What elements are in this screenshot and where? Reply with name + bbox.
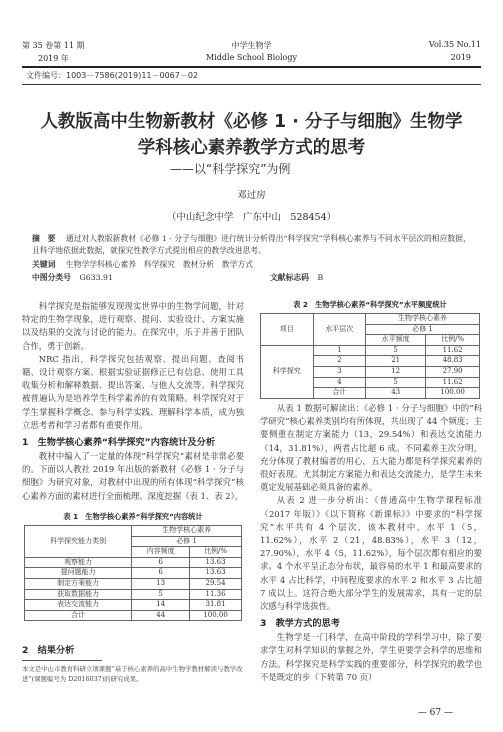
left-para-1: 科学探究是指能够发现现实世界中的生物学问题，针对特定的生物学现象，进行观察、提问、实验设计、方案实施以及结果的交流与讨论的能力。在探究中，乐于并善于团队合作，勇于创新。	[22, 301, 244, 351]
affiliation: （中山纪念中学 广东中山 528454）	[166, 212, 337, 223]
abstract-text: 通过对人教版新教材《必修 1 · 分子与细胞》进行统计分析得出“科学探究”学科核心素养与不同水平层次的相应数据，且科学地依据此数据，就探究性教学方式提出相应的教学改进思考。	[32, 234, 471, 256]
right-para-2: 从表 2 进一步分析出：《普通高中生物学课程标准（2017 年版）》《以下简称《新课标》》中要求的“科学探究”水平共有 4 个层次，该本教材中，水平 1（5，11.62%），水平 2（21，48.83%），水平 3（12，27.90%），水平 4（5，11.62%），每个层次都有相应的要求。4 个水平呈正态分布状，最容易的水平 1 和最高要求的水平 4 占比科学，中间程度要求的水平 2 和水平 3 占比超 7 成以上。这符合绝大部分学生的发展需求，具有一定的层次感与科学选拔性。	[260, 495, 482, 612]
section-3-heading: 3 教学方式的思考	[260, 618, 340, 630]
page-number: — 67 —	[417, 708, 453, 718]
abstract-label: 摘 要	[32, 234, 56, 243]
table-2-col-freq: 水平频度	[366, 335, 426, 346]
author: 邓过房	[237, 190, 266, 201]
table-row: 合计 44 100.00	[25, 610, 242, 621]
header-year-left: 2019 年	[38, 54, 69, 63]
header-rule-2	[22, 84, 481, 85]
doccode-label: 文献标志码	[270, 273, 309, 282]
table-2-caption: 表 2 生物学核心素养“科学探究”水平频度统计	[293, 300, 447, 309]
header-journal-en: Middle School Biology	[206, 53, 297, 62]
header-volume-right: Vol.35 No.11	[428, 40, 481, 49]
footnote: 本文是中山市教育科研立项课题“基于核心素养的高中生物学教材解读与教学改进”(课题编号为 D2016037)的研究成果。	[22, 665, 243, 683]
table-1-caption: 表 1 生物学核心素养“科学探究”内容统计	[63, 512, 203, 521]
header-rule	[22, 66, 481, 68]
table-1-col-group: 生物学核心素养	[132, 526, 242, 537]
header-journal-cn: 中学生物学	[231, 41, 272, 50]
section-2-heading: 2 结果分析	[22, 645, 75, 656]
clc-label: 中图分类号	[32, 273, 71, 282]
document-type	[270, 272, 323, 283]
table-1-col-ratio: 比例/%	[190, 547, 242, 558]
right-para-3: 生物学是一门科学，在高中阶段的学科学习中，除了要求学生对科学知识的掌握之外，学生更要学会科学的思维和方法。科学探究是科学实践的重要部分，科学探究的教学也不是既定的步（下转第 70 页）	[260, 632, 482, 682]
abstract	[32, 233, 472, 258]
left-para-2: NRC 指出，科学探究包括观察、提出问题、查阅书籍、设计观察方案、根据实验证据修正已有信息、使用工具收集分析和解释数据、提出答案、与他人交流等。科学探究被普遍认为是培养学生科学素养的有效策略。科学探究对于学生掌握科学概念、参与科学实践、理解科学本质，成为独立思考者和学习者都有重要作用。	[22, 353, 244, 430]
table-1-col-content: 内容频度	[132, 547, 190, 558]
table-row: 获取数据能力 5 11.36	[25, 589, 242, 600]
classification	[32, 272, 113, 283]
table-2-row-name: 科学探究	[261, 345, 314, 398]
table-2-col-level: 水平层次	[313, 314, 366, 346]
table-row: 科学探究 1 5 11.62	[261, 345, 480, 356]
table-1	[24, 512, 242, 621]
keywords-text: 生物学学科核心素养 科学探究 教材分析 教学方式	[65, 260, 253, 269]
clc-value: G633.91	[79, 273, 113, 282]
table-2-col-item: 项目	[261, 314, 314, 346]
left-para-3: 教材中编入了一定量的体现“科学探究”素材是非常必要的。下面以人教社 2019 年出版的新教材《必修 1 · 分子与细胞》为研究对象，对教材中出现的所有体现“科学探究”核心素养方面的素材进行全面梳理、深度挖掘（表 1、表 2）。	[22, 451, 244, 501]
table-row: 表达交流能力 14 31.81	[25, 600, 242, 611]
footnote-rule	[22, 660, 102, 661]
table-row: 制定方案能力 13 29.54	[25, 578, 242, 589]
keywords-label: 关键词	[32, 260, 56, 269]
table-1-row-header: 科学探究能力类别	[25, 526, 132, 558]
document-code: 文件编号：1003－7586(2019)11－0067－02	[26, 71, 199, 80]
table-2-col-group: 生物学核心素养	[366, 314, 480, 325]
section-1-heading: 1 生物学核心素养“科学探究”内容统计及分析	[22, 437, 216, 449]
table-2-col-sub: 必修 1	[366, 324, 480, 335]
table-row: 2 21 48.83	[261, 356, 480, 367]
subtitle: ——以“科学探究”为例	[170, 162, 291, 176]
left-column	[22, 300, 244, 503]
title-line-1: 人教版高中生物新教材《必修 1 · 分子与细胞》生物学	[40, 112, 463, 132]
table-row: 合计 43 100.00	[261, 388, 480, 399]
table-row: 4 5 11.62	[261, 377, 480, 388]
doccode-value: B	[317, 273, 324, 282]
right-column	[260, 402, 482, 684]
header-volume-left: 第 35 卷第 11 期	[22, 41, 85, 50]
table-2-col-ratio: 比例/%	[426, 335, 480, 346]
table-row: 观察能力 6 13.63	[25, 557, 242, 568]
keywords	[32, 259, 472, 270]
table-2	[260, 300, 480, 399]
table-1-col-sub: 必修 1	[132, 536, 242, 547]
table-row: 提问题能力 6 13.63	[25, 568, 242, 579]
header-year-right: 2019	[450, 53, 471, 62]
right-para-1: 从表 1 数据可解读出：《必修 1 · 分子与细胞》中的“科学研究”核心素养类别均有所体现，共出现了 44 个频度；主要侧重在制定方案能力（13，29.54%）和表达交流能力（14，31.81%），两者占比超 6 成。不同素养主次分明，充分体现了教材编者的用心，五大能力都是科学探究素养的很好表现。尤其制定方案能力和表达交流能力，是学生未来奠定发展基础必须具备的素养。	[260, 403, 482, 493]
table-row: 3 12 27.90	[261, 366, 480, 377]
title-line-2: 学科核心素养教学方式的思考	[137, 138, 366, 158]
